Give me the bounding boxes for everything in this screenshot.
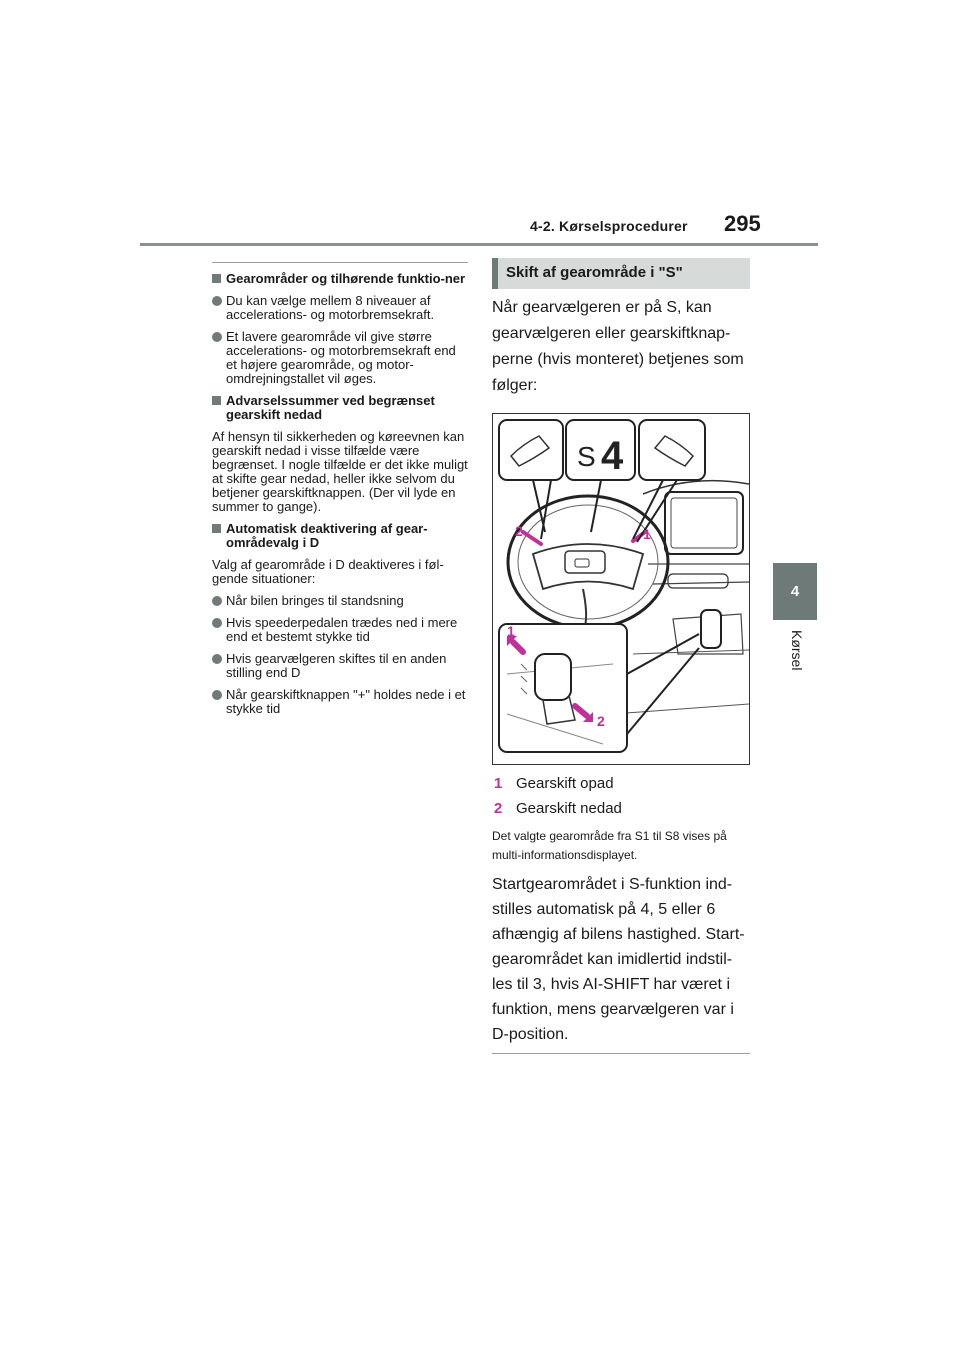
right-paddle-callout xyxy=(639,420,705,480)
list-item: Når gearskiftknappen "+" holdes nede i et stykke tid xyxy=(212,688,468,716)
center-display xyxy=(665,492,743,554)
left-paddle-callout xyxy=(499,420,563,480)
intro-paragraph: Når gearvælgeren er på S, kan gearvælgeren eller gearskiftknap-perne (hvis monteret) betjenes som følger: xyxy=(492,299,744,394)
header-rule xyxy=(140,243,818,246)
display-s-letter: S xyxy=(577,441,596,472)
list-item: Hvis speederpedalen trædes ned i mere end et bestemt stykke tid xyxy=(212,616,468,644)
heading-auto-deactivation: Automatisk deaktivering af gear-områdevalg i D xyxy=(212,522,468,550)
list-item: Du kan vælge mellem 8 niveauer af accelerations- og motorbremsekraft. xyxy=(212,294,468,322)
heading-gear-ranges: Gearområder og tilhørende funktio-ner xyxy=(212,272,468,286)
chapter-tab: 4 xyxy=(773,563,817,620)
chapter-label: Kørsel xyxy=(789,630,805,671)
gear-shift-illustration xyxy=(492,413,750,765)
list-item: Et lavere gearområde vil give større accelerations- og motorbremsekraft end et højere gearområde, og motor-omdrejningstallet vil øges. xyxy=(212,330,468,386)
section-title: 4-2. Kørselsprocedurer xyxy=(530,218,688,234)
callout-number: 1 xyxy=(643,526,651,542)
page-number: 295 xyxy=(724,211,761,236)
callout-number: 2 xyxy=(515,523,523,539)
left-column xyxy=(212,262,468,724)
caption-upshift: 1 Gearskift opad xyxy=(494,775,614,792)
heading-warning-buzzer: Advarselssummer ved begrænset gearskift nedad xyxy=(212,394,468,422)
cockpit-drawing xyxy=(493,414,749,764)
shift-knob xyxy=(535,654,571,700)
right-column xyxy=(492,258,750,1054)
caption-downshift: 2 Gearskift nedad xyxy=(494,800,622,817)
section-heading-bar: Skift af gearområde i "S" xyxy=(492,258,750,289)
shift-lever xyxy=(701,610,721,648)
paragraph: Valg af gearområde i D deaktiveres i føl-gende situationer: xyxy=(212,557,444,586)
callout-number: 1 xyxy=(507,623,515,639)
list-item: Når bilen bringes til standsning xyxy=(212,594,468,608)
display-gear-number: 4 xyxy=(601,434,624,478)
body-paragraph: Startgearområdet i S-funktion ind-stilles automatisk på 4, 5 eller 6 afhængig af bilens hastighed. Start-gearområdet kan imidlertid indstil-les til 3, hvis AI-SHIFT har været i funktion, mens gearvælgeren var i D-position. xyxy=(492,876,745,1043)
paragraph: Af hensyn til sikkerheden og køreevnen kan gearskift nedad i visse tilfælde være begrænset. I nogle tilfælde er det ikke muligt at skifte gear nedad, heller ikke selvom du betjener gearskiftknappen. (Der vil lyde en summer to gange). xyxy=(212,429,468,514)
note: Det valgte gearområde fra S1 til S8 vises på multi-informationsdisplayet. xyxy=(492,829,727,862)
callout-number: 2 xyxy=(597,713,605,729)
list-item: Hvis gearvælgeren skiftes til en anden stilling end D xyxy=(212,652,468,680)
